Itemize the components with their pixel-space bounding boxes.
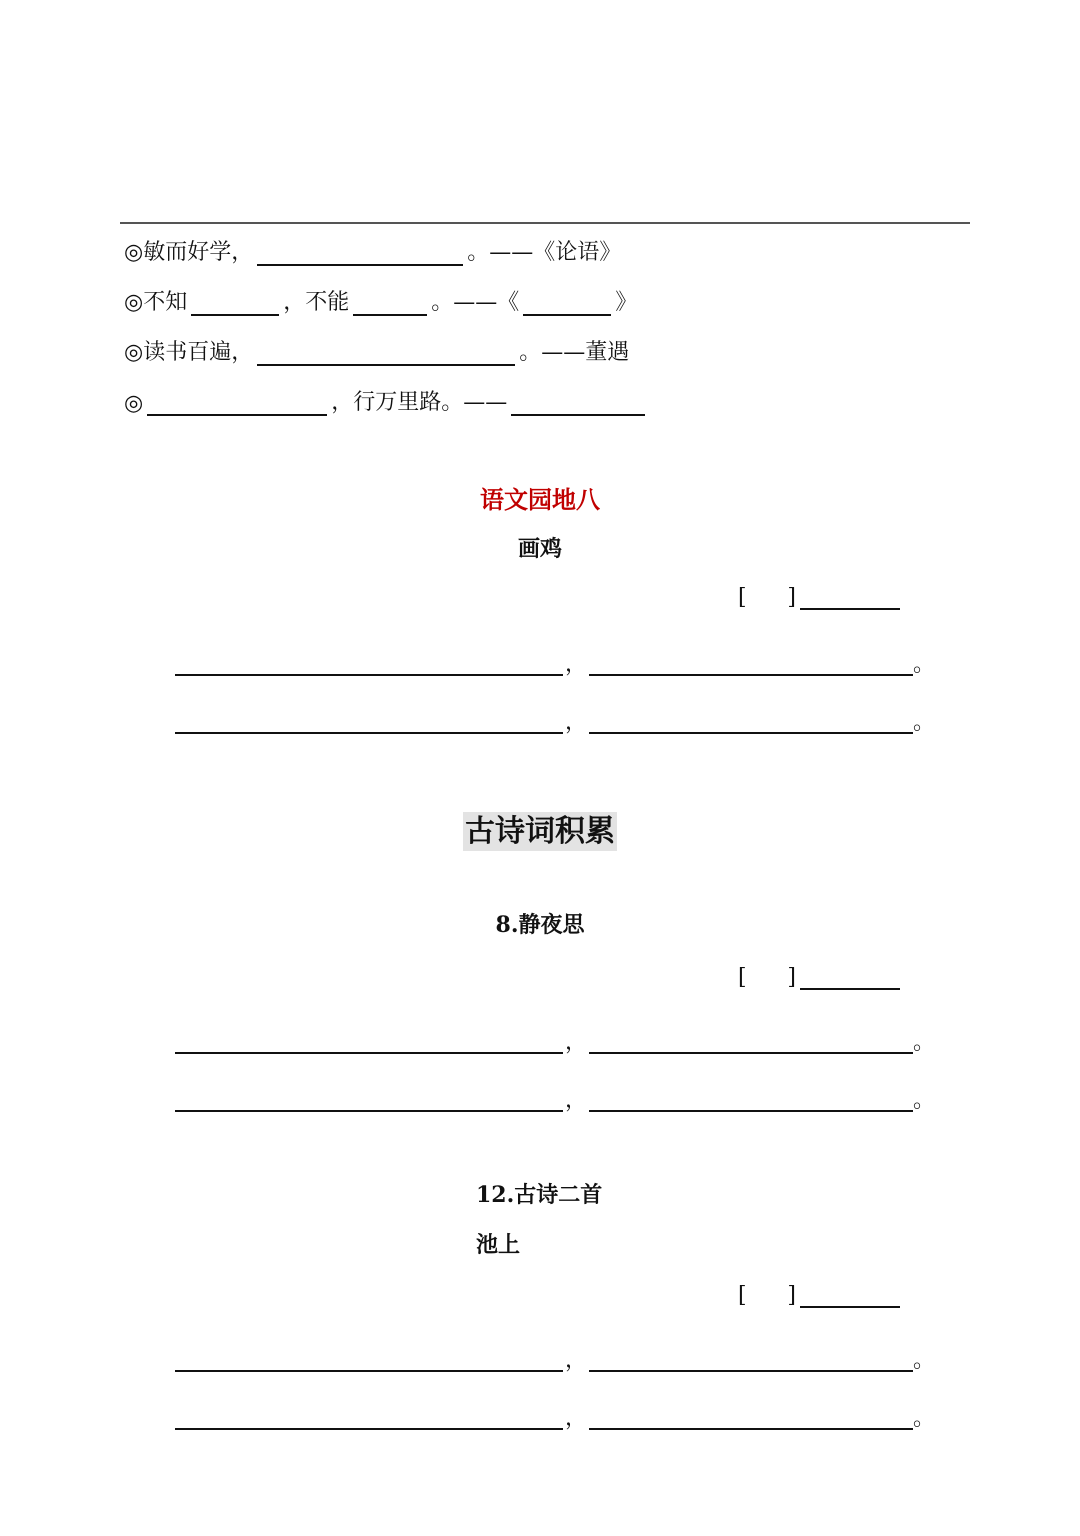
period: 。	[913, 1088, 936, 1113]
author-row-jingyesi	[738, 960, 900, 990]
quote-2-prefix: ◎不知	[124, 290, 188, 315]
quote-2-blank-1[interactable]	[191, 284, 279, 316]
period: 。	[913, 1030, 936, 1055]
section-title-gushici-text: 古诗词积累	[465, 814, 615, 849]
poem-line	[175, 1400, 936, 1431]
quote-2-blank-2[interactable]	[353, 284, 427, 316]
quote-line-2	[124, 276, 637, 316]
quote-4-blank-1[interactable]	[147, 384, 327, 416]
bracket-close: ]	[787, 1283, 796, 1308]
comma: ，	[564, 1406, 587, 1431]
poem-blank[interactable]	[175, 706, 563, 734]
poem-line	[175, 1082, 936, 1113]
period: 。	[913, 710, 936, 735]
author-row-huaji	[738, 580, 900, 610]
quote-2-punct: 。——《	[431, 290, 520, 315]
poem-blank[interactable]	[589, 706, 913, 734]
author-row-chishang	[738, 1278, 900, 1308]
quote-3-prefix: ◎读书百遍，	[124, 340, 254, 365]
quote-line-4	[124, 376, 649, 416]
poem-blank[interactable]	[175, 1026, 563, 1054]
comma: ，	[564, 1348, 587, 1373]
poem-line	[175, 646, 936, 677]
quote-1-blank[interactable]	[257, 234, 463, 266]
poem-blank[interactable]	[589, 1344, 913, 1372]
poem-blank[interactable]	[175, 1402, 563, 1430]
poem-line	[175, 1342, 936, 1373]
quote-1-punct: 。	[467, 240, 490, 265]
comma: ，	[564, 652, 587, 677]
quote-3-punct: 。	[519, 340, 542, 365]
quote-3-source: ——董遇	[541, 340, 630, 365]
poem-blank[interactable]	[175, 648, 563, 676]
poem-title-chishang: 池上	[476, 1232, 521, 1258]
poem-blank[interactable]	[589, 1402, 913, 1430]
author-blank[interactable]	[800, 962, 900, 990]
quote-4-prefix: ◎	[124, 391, 144, 416]
poem-group-title: 12.古诗二首	[476, 1182, 603, 1208]
comma: ，	[564, 1088, 587, 1113]
poem-blank[interactable]	[589, 648, 913, 676]
period: 。	[913, 1348, 936, 1373]
poem-title-huaji: 画鸡	[517, 536, 562, 562]
quote-4-blank-2[interactable]	[511, 384, 645, 416]
bracket-close: ]	[787, 585, 796, 610]
quote-2-mid: ，不能	[283, 290, 350, 315]
quote-4-mid: ，行万里路。——	[331, 390, 508, 415]
quote-2-end: 》	[615, 290, 638, 315]
bracket-close: ]	[787, 965, 796, 990]
poem-line	[175, 704, 936, 735]
comma: ，	[564, 710, 587, 735]
section-title-garden: 语文园地八	[480, 486, 600, 514]
poem-blank[interactable]	[589, 1026, 913, 1054]
author-blank[interactable]	[800, 1280, 900, 1308]
poem-blank[interactable]	[175, 1084, 563, 1112]
top-divider	[120, 222, 970, 224]
quote-line-3	[124, 326, 629, 366]
quote-2-source-blank[interactable]	[523, 284, 611, 316]
quote-3-blank[interactable]	[257, 334, 515, 366]
quote-1-source: ——《论语》	[489, 240, 622, 265]
poem-blank[interactable]	[175, 1344, 563, 1372]
poem-line	[175, 1024, 936, 1055]
poem-title-jingyesi: 8.静夜思	[495, 912, 585, 938]
period: 。	[913, 652, 936, 677]
period: 。	[913, 1406, 936, 1431]
poem-blank[interactable]	[589, 1084, 913, 1112]
bracket-open: [	[738, 965, 747, 990]
quote-line-1	[124, 226, 621, 266]
bracket-open: [	[738, 1283, 747, 1308]
comma: ，	[564, 1030, 587, 1055]
author-blank[interactable]	[800, 582, 900, 610]
bracket-open: [	[738, 585, 747, 610]
quote-1-prefix: ◎敏而好学，	[124, 240, 254, 265]
section-title-gushici	[0, 806, 1080, 850]
